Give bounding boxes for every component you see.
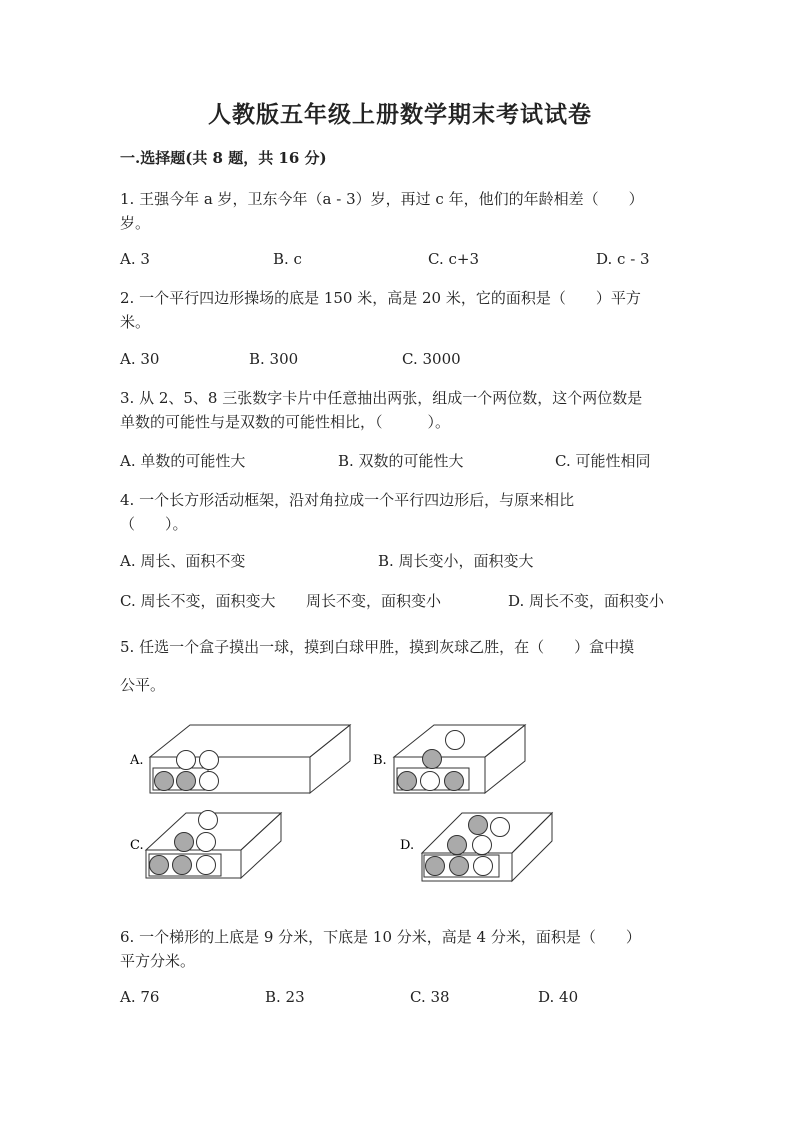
gray-ball <box>150 856 169 875</box>
question-4 <box>120 488 574 536</box>
gray-ball <box>445 772 464 791</box>
white-ball <box>197 856 216 875</box>
question-1 <box>120 187 644 235</box>
question-text: 岁。 <box>120 214 151 232</box>
gray-ball <box>398 772 417 791</box>
option-c: C. c+3 <box>428 250 479 268</box>
option-a: A. 周长、面积不变 <box>120 552 246 570</box>
white-ball <box>446 731 465 750</box>
question-text: 4. 一个长方形活动框架，沿对角拉成一个平行四边形后，与原来相比 <box>120 491 575 509</box>
question-text: 米。 <box>120 313 151 331</box>
question-5 <box>120 628 634 704</box>
figure-label-b: B. <box>373 753 387 768</box>
gray-ball <box>423 750 442 769</box>
white-ball <box>491 818 510 837</box>
box-d <box>400 813 552 881</box>
gray-ball <box>426 857 445 876</box>
white-ball <box>473 836 492 855</box>
option-b: B. c <box>273 250 302 268</box>
option-b: B. 双数的可能性大 <box>338 452 464 470</box>
option-c: C. 周长不变，面积变大 <box>120 592 276 610</box>
figure-label-d: D. <box>400 838 415 853</box>
option-c: C. 3000 <box>402 350 461 368</box>
box-a <box>129 725 350 793</box>
option-c: C. 38 <box>410 988 450 1006</box>
question-text: 2. 一个平行四边形操场的底是 150 米，高是 20 米，它的面积是（ ）平方 <box>120 289 641 307</box>
white-ball <box>200 751 219 770</box>
question-3 <box>120 386 642 434</box>
white-ball <box>421 772 440 791</box>
option-b: B. 23 <box>265 988 305 1006</box>
option-a: A. 单数的可能性大 <box>120 452 246 470</box>
gray-ball <box>177 772 196 791</box>
box-c <box>130 811 281 879</box>
figure-label-a: A. <box>130 753 144 768</box>
option-c: C. 可能性相同 <box>555 452 651 470</box>
gray-ball <box>469 816 488 835</box>
white-ball <box>177 751 196 770</box>
question-text: 公平。 <box>120 676 166 694</box>
white-ball <box>474 857 493 876</box>
gray-ball <box>155 772 174 791</box>
option-a: A. 76 <box>120 988 160 1006</box>
box-b <box>373 725 525 793</box>
option-b: B. 300 <box>249 350 299 368</box>
question-text: 5. 任选一个盒子摸出一球，摸到白球甲胜，摸到灰球乙胜，在（ ）盒中摸 <box>120 638 635 656</box>
option-d: D. 周长不变，面积变小 <box>508 592 665 610</box>
option-a: A. 30 <box>120 350 160 368</box>
ball-box-figure <box>120 715 560 895</box>
page-title: 人教版五年级上册数学期末考试试卷 <box>208 101 592 128</box>
option-d: D. 40 <box>538 988 579 1006</box>
white-ball <box>200 772 219 791</box>
gray-ball <box>448 836 467 855</box>
question-text: 6. 一个梯形的上底是 9 分米，下底是 10 分米，高是 4 分米，面积是（ ） <box>120 928 641 946</box>
question-text: 1. 王强今年 a 岁，卫东今年（a - 3）岁，再过 c 年，他们的年龄相差（ ） <box>120 190 644 208</box>
white-ball <box>199 811 218 830</box>
question-text: （ ）。 <box>120 515 188 533</box>
option-d: D. c - 3 <box>596 250 650 268</box>
gray-ball <box>175 833 194 852</box>
figure-label-c: C. <box>130 838 144 853</box>
section-heading: 一.选择题(共 8 题，共 16 分) <box>120 149 327 167</box>
question-text: 平方分米。 <box>120 952 196 970</box>
option-a: A. 3 <box>120 250 150 268</box>
question-text: 单数的可能性与是双数的可能性相比，（ ）。 <box>120 413 451 431</box>
gray-ball <box>450 857 469 876</box>
question-text: 3. 从 2、5、8 三张数字卡片中任意抽出两张，组成一个两位数，这个两位数是 <box>120 389 643 407</box>
question-2 <box>120 286 641 334</box>
question-6 <box>120 925 641 973</box>
white-ball <box>197 833 216 852</box>
gray-ball <box>173 856 192 875</box>
option-b: B. 周长变小，面积变大 <box>378 552 534 570</box>
option-extra: 周长不变，面积变小 <box>306 592 442 610</box>
